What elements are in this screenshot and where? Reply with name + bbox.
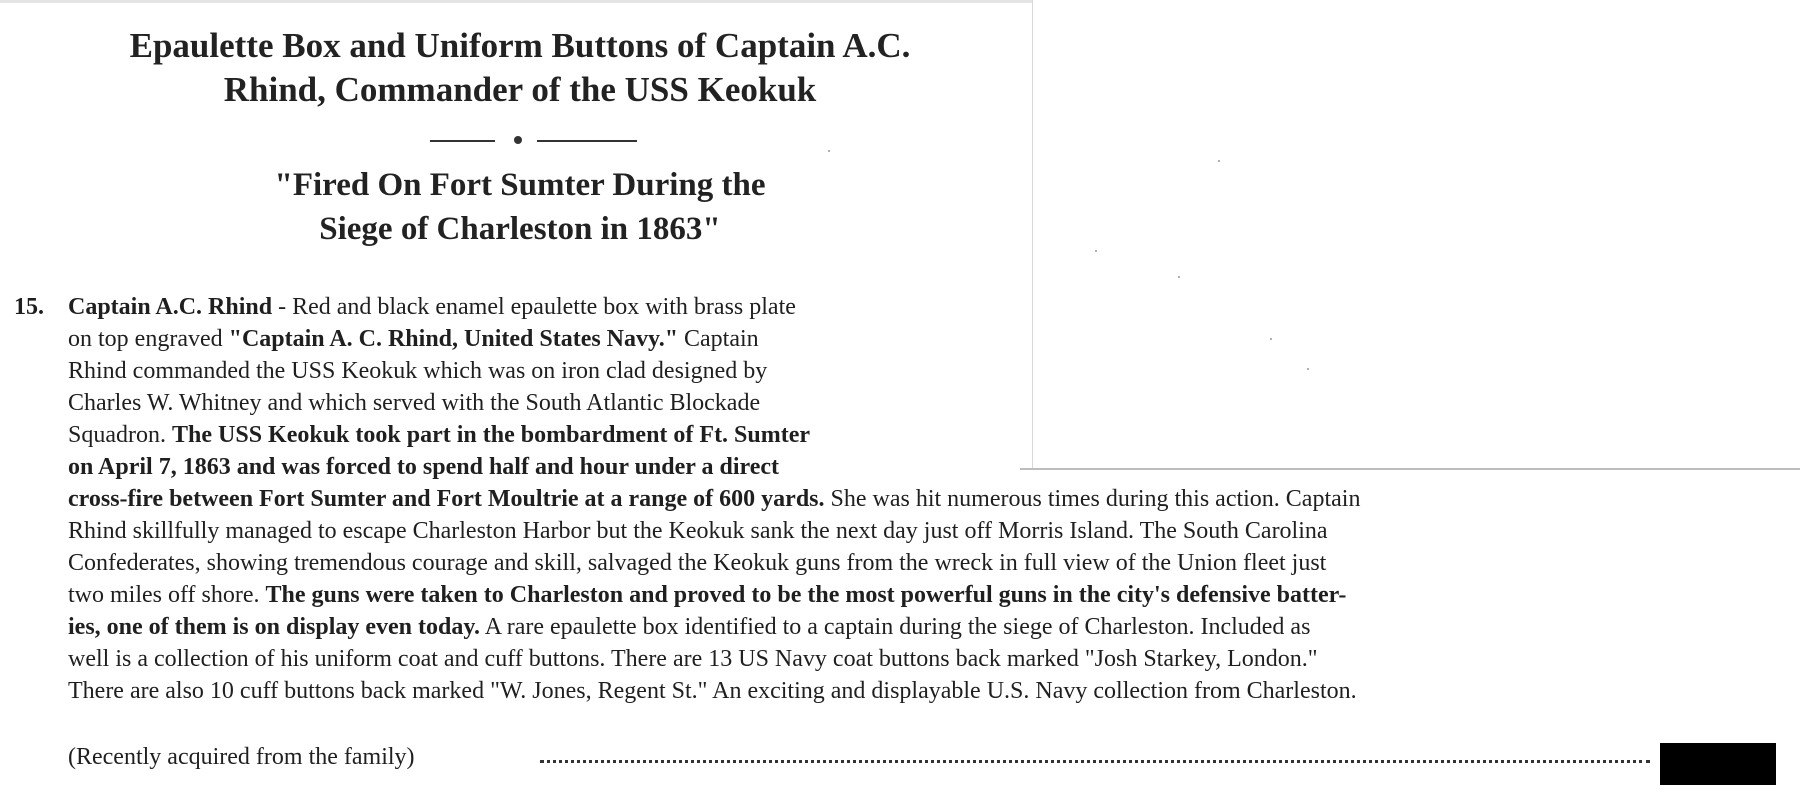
item-number: 15. xyxy=(14,294,44,320)
body-line xyxy=(68,548,1326,578)
divider-dot xyxy=(514,136,522,144)
body-bold: "Captain A. C. Rhind, United States Navy." xyxy=(228,326,679,352)
body-text: She was hit numerous times during this action. Captain xyxy=(824,486,1361,512)
body-text: Rhind skillfully managed to escape Charleston Harbor but the Keokuk sank the next day just off Morris Island. The South Carolina xyxy=(68,518,1328,544)
body-bold: on April 7, 1863 and was forced to spend half and hour under a direct xyxy=(68,454,780,480)
body-text: A rare epaulette box identified to a captain during the siege of Charleston. Included as xyxy=(480,614,1311,640)
paper-speck xyxy=(1178,276,1180,278)
paper-speck xyxy=(828,150,830,152)
divider-right xyxy=(537,140,637,142)
body-line xyxy=(68,644,1318,674)
paper-speck xyxy=(1270,338,1272,340)
body-text: Confederates, showing tremendous courage and skill, salvaged the Keokuk guns from the wreck in full view of the Union fleet just xyxy=(68,550,1327,576)
body-line xyxy=(68,484,1360,514)
paper-speck xyxy=(1307,368,1309,370)
paper-speck xyxy=(1218,160,1220,162)
body-text: on top engraved xyxy=(68,326,229,352)
divider-left xyxy=(430,140,495,142)
subtitle-line-2: Siege of Charleston in 1863" xyxy=(319,211,721,247)
subtitle-line-1: "Fired On Fort Sumter During the xyxy=(274,167,766,203)
body-line xyxy=(68,676,1357,706)
body-line xyxy=(68,292,796,322)
body-text: well is a collection of his uniform coat and cuff buttons. There are 13 US Navy coat buttons back marked "Josh Starkey, London." xyxy=(68,646,1318,672)
body-line xyxy=(68,388,760,418)
body-text: There are also 10 cuff buttons back marked "W. Jones, Regent St." An exciting and displayable U.S. Navy collection from Charleston. xyxy=(68,678,1357,704)
body-line xyxy=(68,580,1346,610)
body-line xyxy=(68,324,759,354)
body-line xyxy=(68,420,810,450)
body-bold: ies, one of them is on display even today. xyxy=(68,614,481,640)
body-line xyxy=(68,742,415,772)
paper-speck xyxy=(1095,250,1097,252)
paper-seam-vertical xyxy=(1032,0,1033,470)
body-text: two miles off shore. xyxy=(68,582,266,608)
body-line xyxy=(68,612,1310,642)
body-text: Rhind commanded the USS Keokuk which was on iron clad designed by xyxy=(68,358,768,384)
body-text: Charles W. Whitney and which served with the South Atlantic Blockade xyxy=(68,390,761,416)
body-bold: cross-fire between Fort Sumter and Fort Moultrie at a range of 600 yards. xyxy=(68,486,825,512)
title-line-1: Epaulette Box and Uniform Buttons of Captain A.C. xyxy=(129,26,911,65)
body-bold: Captain A.C. Rhind xyxy=(68,294,273,320)
body-line xyxy=(68,356,767,386)
body-text: Captain xyxy=(678,326,759,352)
body-bold: The USS Keokuk took part in the bombardment of Ft. Sumter xyxy=(172,422,811,448)
body-text: (Recently acquired from the family) xyxy=(68,744,415,770)
body-bold: The guns were taken to Charleston and proved to be the most powerful guns in the city's defensive batter- xyxy=(265,582,1347,608)
dotted-leader xyxy=(540,748,1650,763)
body-text: Squadron. xyxy=(68,422,172,448)
body-line xyxy=(68,452,779,482)
title-line-2: Rhind, Commander of the USS Keokuk xyxy=(223,70,817,109)
paper-edge xyxy=(0,0,1032,3)
body-line xyxy=(68,516,1328,546)
body-text: - Red and black enamel epaulette box with brass plate xyxy=(272,294,796,320)
redacted-price xyxy=(1660,743,1776,785)
paper-seam-horizontal xyxy=(1020,468,1800,470)
